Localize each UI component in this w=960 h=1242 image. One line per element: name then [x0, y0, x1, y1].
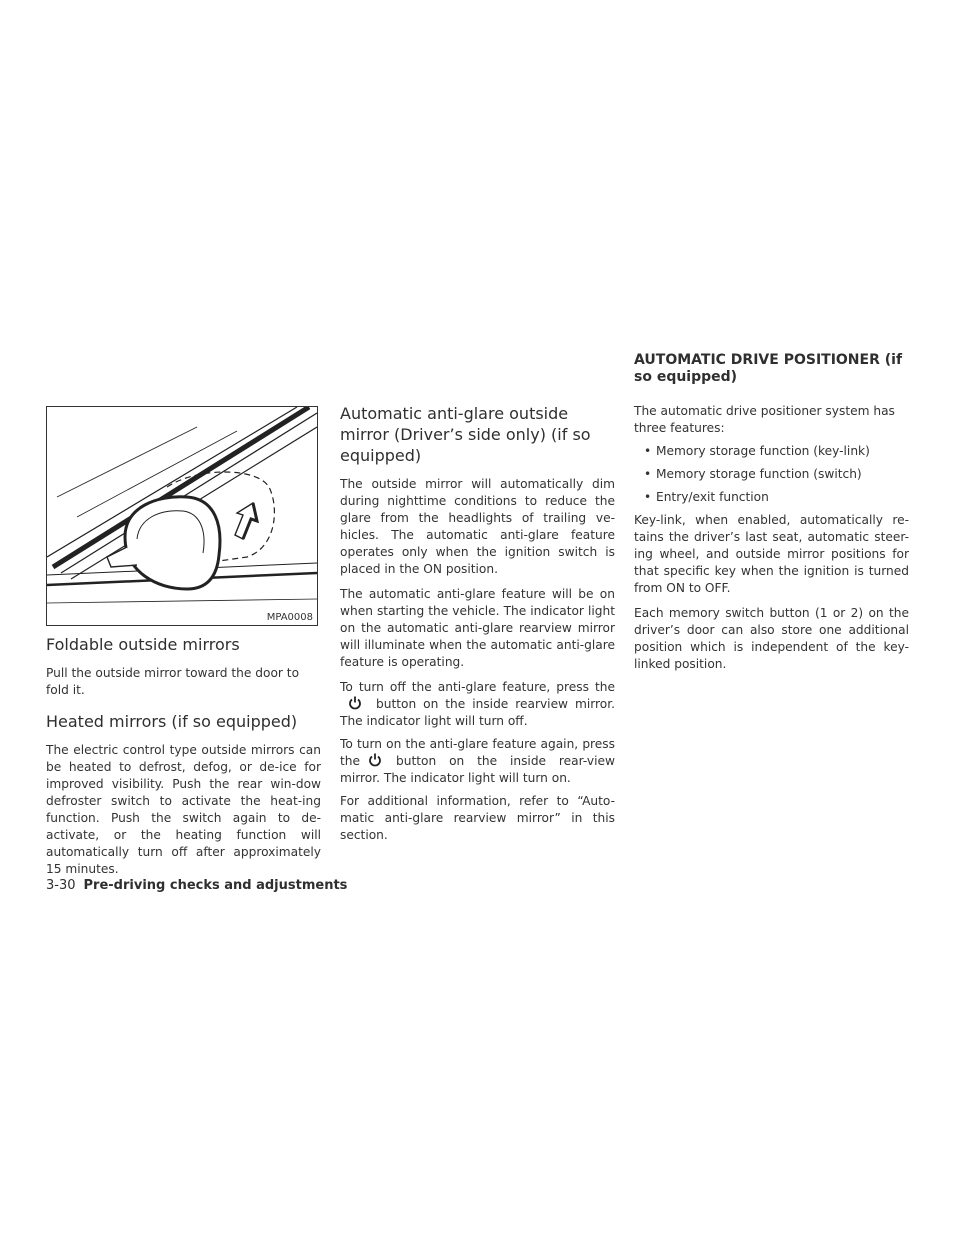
antiglare-p3-a: To turn off the anti-glare feature, press the	[340, 680, 615, 694]
section-heading-adp	[634, 352, 919, 386]
power-button-icon	[346, 696, 364, 710]
column-1	[46, 406, 321, 878]
column-3	[634, 403, 909, 673]
adp-heading: AUTOMATIC DRIVE POSITIONER (if so equipped)	[634, 352, 903, 385]
heated-text: The electric control type outside mirrors can be heated to defrost, defog, or de-ice for improved visibility. Push the rear win-dow defroster switch to activate the heat-ing function. Push the switch again to de-activate, or the heating function will automatically turn off after approximately 15 minutes.	[46, 743, 321, 876]
figure-code: MPA0008	[266, 612, 313, 623]
antiglare-p4	[340, 736, 615, 787]
mirror-drawing	[47, 407, 317, 625]
power-button-icon	[366, 753, 384, 767]
antiglare-p3	[340, 679, 615, 730]
list-item: • Entry/exit function	[644, 489, 909, 506]
column-2	[340, 403, 615, 844]
antiglare-p3-b: button on the inside rearview mirror. The indicator light will turn off.	[340, 697, 615, 728]
antiglare-p5: For additional information, refer to “Auto-matic anti-glare rearview mirror” in this section.	[340, 794, 615, 842]
adp-p2: Each memory switch button (1 or 2) on the driver’s door can also store one additional position which is independent of the key-linked position.	[634, 606, 909, 671]
list-item: • Memory storage function (switch)	[644, 466, 909, 483]
antiglare-p4-b: button on the inside rear-view mirror. The indicator light will turn on.	[340, 754, 615, 785]
adp-feature-list	[634, 443, 909, 506]
foldable-heading: Foldable outside mirrors	[46, 635, 240, 654]
list-item: • Memory storage function (key-link)	[644, 443, 909, 460]
antiglare-heading: Automatic anti-glare outside mirror (Driver’s side only) (if so equipped)	[340, 404, 591, 465]
foldable-text: Pull the outside mirror toward the door to fold it.	[46, 666, 300, 697]
adp-intro: The automatic drive positioner system has three features:	[634, 404, 895, 435]
adp-p1: Key-link, when enabled, automatically re-tains the driver’s last seat, automatic steer-ing wheel, and outside mirror positions for that specific key when the ignition is turned from ON to OFF.	[634, 513, 909, 595]
chapter-title: Pre-driving checks and adjustments	[83, 878, 348, 893]
antiglare-p1: The outside mirror will automatically dim during nighttime conditions to reduce the glare from the headlights of trailing ve-hicles. The automatic anti-glare feature operates only when the ignition switch is placed in the ON position.	[340, 477, 615, 576]
page-number: 3-30	[46, 878, 76, 893]
page-footer	[46, 878, 347, 893]
antiglare-p2: The automatic anti-glare feature will be on when starting the vehicle. The indicator light on the automatic anti-glare rearview mirror will illuminate when the automatic anti-glare feature is operating.	[340, 587, 615, 669]
mirror-illustration	[46, 406, 318, 626]
antiglare-p4-a: To turn on the anti-glare feature again, press the	[340, 737, 615, 768]
heated-heading: Heated mirrors (if so equipped)	[46, 712, 298, 731]
